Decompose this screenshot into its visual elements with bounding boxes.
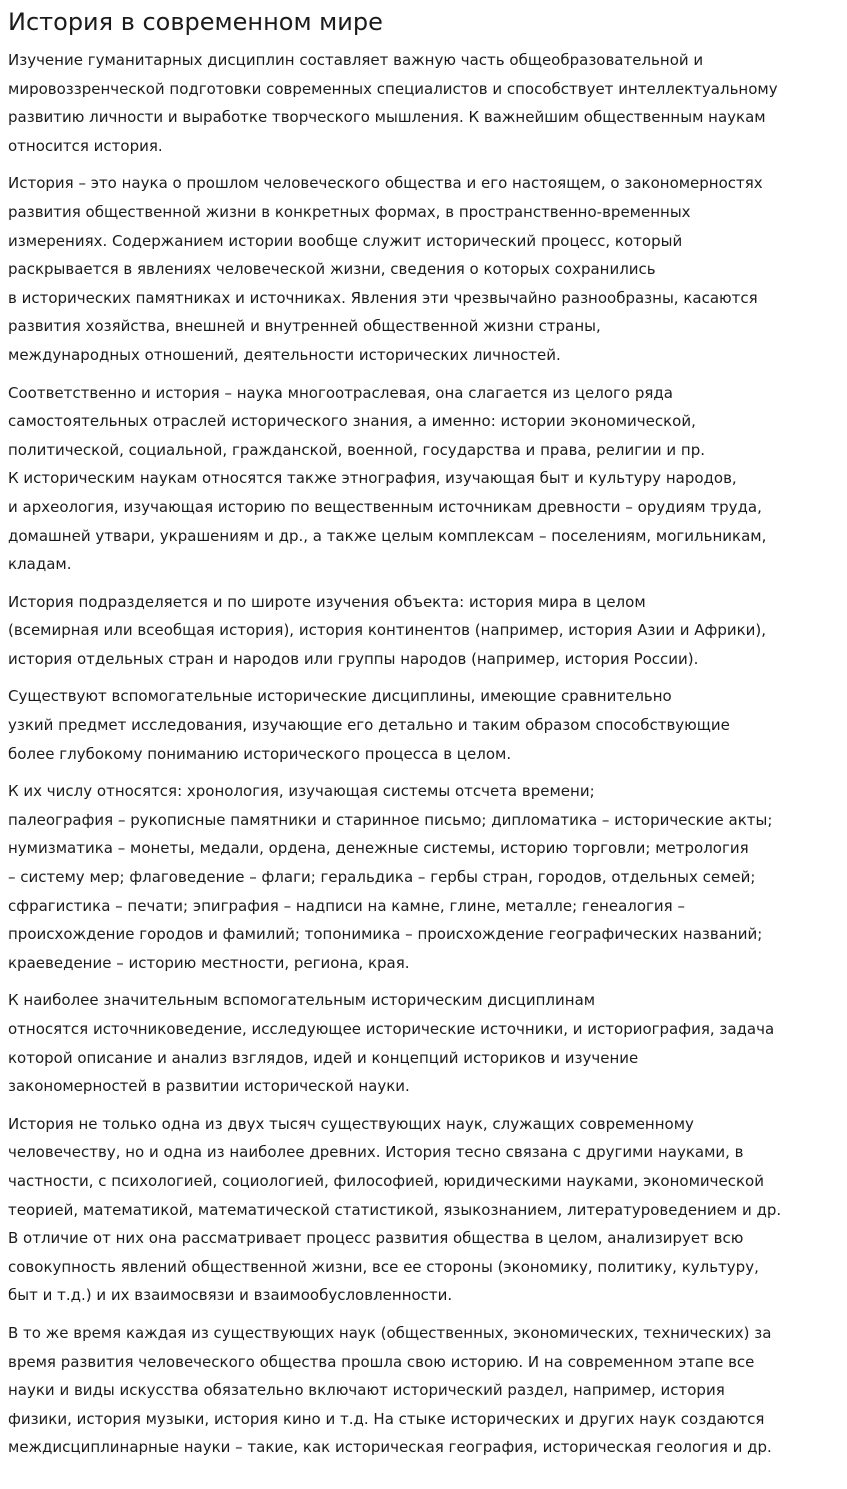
article xyxy=(0,7,847,1462)
paragraph-1: Изучение гуманитарных дисциплин составляет важную часть общеобразовательной и мировоззренческой подготовки современных специалистов и способствует интеллектуальному развитию личности и выработке творческого мышления. К важнейшим общественным наукам относится история. xyxy=(8,51,778,155)
paragraph-2: История – это наука о прошлом человеческого общества и его настоящем, о закономерностях развития общественной жизни в конкретных формах, в пространственно-временных измерениях. Содержанием истории вообще служит исторический процесс, который раскрывается в явлениях человеческой жизни, сведения о которых сохранились в исторических памятниках и источниках. Явления эти чрезвычайно разнообразны, касаются развития хозяйства, внешней и внутренней общественной жизни страны, международных отношений, деятельности исторических личностей. xyxy=(8,174,763,364)
paragraph-9: В то же время каждая из существующих наук (общественных, экономических, технических) за время развития человеческого общества прошла свою историю. И на современном этапе все науки и виды искусства обязательно включают исторический раздел, например, история физики, история музыки, история кино и т.д. На стыке исторических и других наук создаются междисциплинарные науки – такие, как историческая география, историческая геология и др. xyxy=(8,1323,772,1457)
paragraph-8: История не только одна из двух тысяч существующих наук, служащих современному человечеству, но и одна из наиболее древних. История тесно связана с другими науками, в частности, с психологией, социологией, философией, юридическими науками, экономической теорией, математикой, математической статистикой, языкознанием, литературоведением и др. В отличие от них она рассматривает процесс развития общества в целом, анализирует всю совокупность явлений общественной жизни, все ее стороны (экономику, политику, культуру, быт и т.д.) и их взаимосвязи и взаимообусловленности. xyxy=(8,1114,782,1305)
paragraph-5: Существуют вспомогательные исторические дисциплины, имеющие сравнительно узкий предмет исследования, изучающие его детально и таким образом способствующие более глубокому пониманию исторического процесса в целом. xyxy=(8,687,730,763)
paragraph-4: История подразделяется и по широте изучения объекта: история мира в целом (всемирная или всеобщая история), история континентов (например, история Азии и Африки), история отдельных стран и народов или группы народов (например, история России). xyxy=(8,592,767,668)
paragraph-7: К наиболее значительным вспомогательным историческим дисциплинам относятся источниковедение, исследующее исторические источники, и историография, задача которой описание и анализ взглядов, идей и концепций историков и изучение закономерностей в развитии исторической науки. xyxy=(8,991,775,1096)
paragraph-3: Соответственно и история – наука многоотраслевая, она слагается из целого ряда самостоятельных отраслей исторического знания, а именно: истории экономической, политической, социальной, гражданской, военной, государства и права, религии и пр. К историческим наукам относятся также этнография, изучающая быт и культуру народов, и археология, изучающая историю по вещественным источникам древности – орудиям труда, домашней утвари, украшениям и др., а также целым комплексам – поселениям, могильникам, кладам. xyxy=(8,383,767,574)
paragraph-6: К их числу относятся: хронология, изучающая системы отсчета времени; палеография – рукописные памятники и старинное письмо; дипломатика – исторические акты; нумизматика – монеты, медали, ордена, денежные системы, историю торговли; метрология – систему мер; флаговедение – флаги; геральдика – гербы стран, городов, отдельных семей; сфрагистика – печати; эпиграфия – надписи на камне, глине, металле; генеалогия – происхождение городов и фамилий; топонимика – происхождение географических названий; краеведение – историю местности, региона, края. xyxy=(8,782,773,972)
page-title: История в современном мире xyxy=(8,8,383,36)
